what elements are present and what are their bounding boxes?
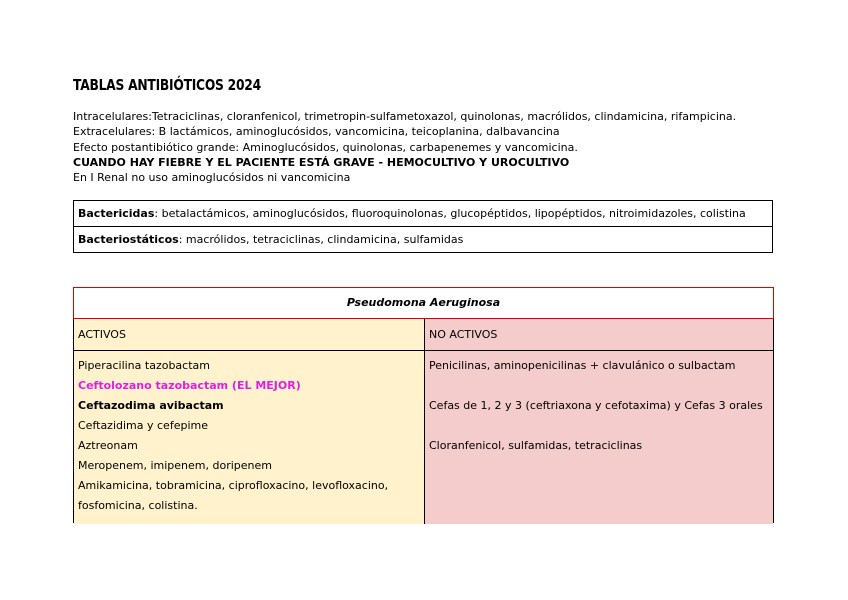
activo-item: Amikamicina, tobramicina, ciprofloxacino, levofloxacino,: [78, 479, 389, 492]
pseudomona-title: Pseudomona Aeruginosa: [73, 287, 774, 319]
intro-renal-note: En I Renal no uso aminoglucósidos ni vancomicina: [73, 171, 351, 185]
pseudomona-table: [73, 287, 774, 523]
bacteriostaticos-row: [74, 226, 772, 252]
no-activo-item: Penicilinas, aminopenicilinas + clavulánico o sulbactam: [429, 359, 736, 372]
activo-item: fosfomicina, colistina.: [78, 499, 198, 512]
activos-column: [74, 319, 425, 524]
intro-notes: [73, 109, 736, 185]
classification-table: [73, 200, 773, 253]
activo-item: Piperacilina tazobactam: [78, 359, 210, 372]
no-activos-header: NO ACTIVOS: [425, 319, 773, 351]
bacteriostaticos-label: Bacteriostáticos: [78, 233, 179, 246]
bactericidas-text: : betalactámicos, aminoglucósidos, fluoroquinolonas, glucopéptidos, lipopéptidos, nitroimidazoles, colistina: [154, 207, 746, 220]
no-activo-item: Cloranfenicol, sulfamidas, tetraciclinas: [429, 439, 643, 452]
no-activo-item: Cefas de 1, 2 y 3 (ceftriaxona y cefotaxima) y Cefas 3 orales: [429, 399, 763, 412]
activo-item-best: Ceftolozano tazobactam (EL MEJOR): [78, 379, 301, 392]
intro-extracelulares: Extracelulares: B lactámicos, aminoglucósidos, vancomicina, teicoplanina, dalbavancina: [73, 125, 560, 139]
activos-header: ACTIVOS: [74, 319, 424, 351]
activo-item: Ceftazodima avibactam: [78, 399, 224, 412]
intro-fiebre-warning: CUANDO HAY FIEBRE Y EL PACIENTE ESTÁ GRAVE - HEMOCULTIVO Y UROCULTIVO: [73, 155, 570, 169]
page-title: TABLAS ANTIBIÓTICOS 2024: [73, 76, 261, 94]
no-activos-column: [425, 319, 773, 524]
activo-item: Aztreonam: [78, 439, 138, 452]
bactericidas-row: [74, 201, 772, 226]
intro-efecto-postantibiotico: Efecto postantibiótico grande: Aminoglucósidos, quinolonas, carbapenemes y vancomicina.: [73, 140, 578, 154]
bacteriostaticos-text: : macrólidos, tetraciclinas, clindamicina, sulfamidas: [178, 233, 464, 246]
intro-intracelulares: Intracelulares:Tetraciclinas, cloranfenicol, trimetropin-sulfametoxazol, quinolonas, macrólidos, clindamicina, rifampicina.: [73, 110, 737, 123]
activo-item: Meropenem, imipenem, doripenem: [78, 459, 272, 472]
activo-item: Ceftazidima y cefepime: [78, 419, 208, 432]
bactericidas-label: Bactericidas: [78, 207, 155, 220]
